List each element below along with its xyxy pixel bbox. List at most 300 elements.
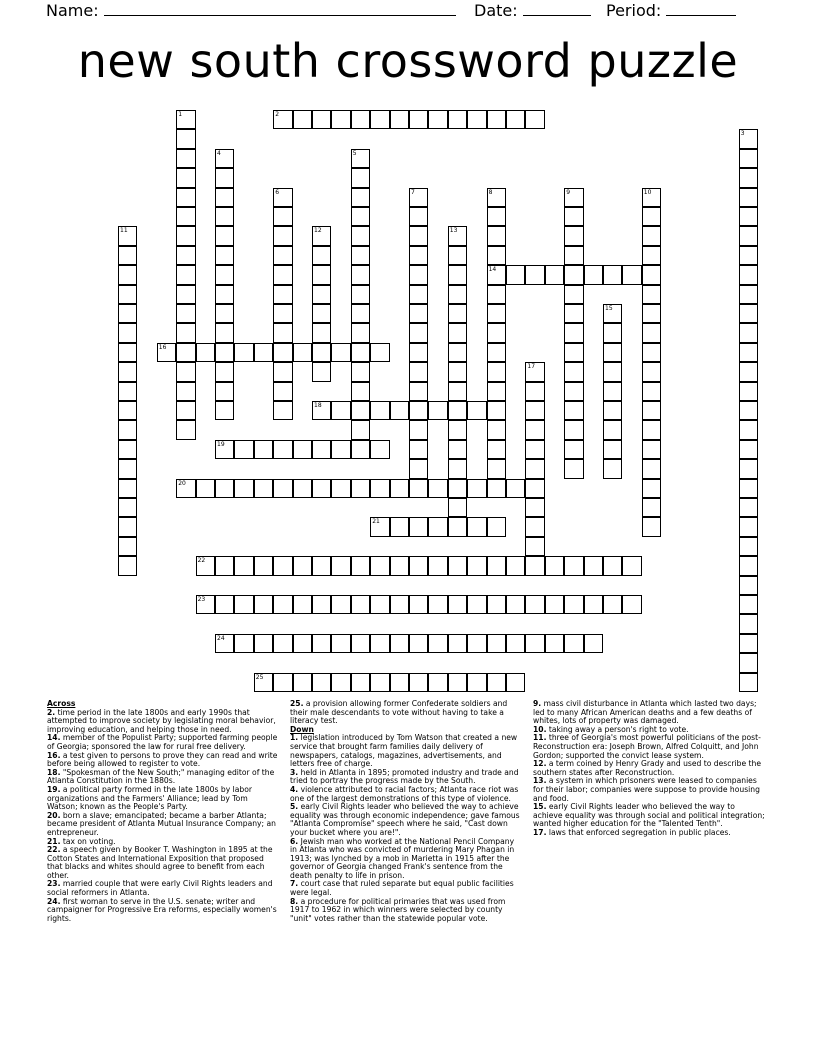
grid-cell[interactable]	[196, 343, 215, 362]
grid-cell[interactable]	[448, 595, 467, 614]
grid-cell[interactable]	[642, 226, 661, 245]
grid-cell[interactable]	[293, 595, 312, 614]
grid-cell[interactable]	[370, 517, 389, 536]
grid-cell[interactable]	[331, 556, 350, 575]
grid-cell[interactable]	[409, 401, 428, 420]
grid-cell[interactable]	[118, 226, 137, 245]
grid-cell[interactable]	[293, 634, 312, 653]
grid-cell[interactable]	[467, 634, 486, 653]
grid-cell[interactable]	[603, 362, 622, 381]
grid-cell[interactable]	[564, 265, 583, 284]
grid-cell[interactable]	[254, 440, 273, 459]
grid-cell[interactable]	[409, 479, 428, 498]
grid-cell[interactable]	[254, 479, 273, 498]
grid-cell[interactable]	[525, 595, 544, 614]
grid-cell[interactable]	[487, 188, 506, 207]
grid-cell[interactable]	[370, 479, 389, 498]
grid-cell[interactable]	[118, 323, 137, 342]
grid-cell[interactable]	[176, 343, 195, 362]
grid-cell[interactable]	[642, 382, 661, 401]
grid-cell[interactable]	[525, 265, 544, 284]
grid-cell[interactable]	[409, 110, 428, 129]
grid-cell[interactable]	[428, 479, 447, 498]
grid-cell[interactable]	[564, 382, 583, 401]
grid-cell[interactable]	[176, 304, 195, 323]
grid-cell[interactable]	[545, 595, 564, 614]
grid-cell[interactable]	[390, 517, 409, 536]
grid-cell[interactable]	[351, 110, 370, 129]
grid-cell[interactable]	[525, 556, 544, 575]
grid-cell[interactable]	[254, 634, 273, 653]
grid-cell[interactable]	[642, 265, 661, 284]
grid-cell[interactable]	[254, 556, 273, 575]
grid-cell[interactable]	[234, 556, 253, 575]
grid-cell[interactable]	[215, 440, 234, 459]
grid-cell[interactable]	[739, 226, 758, 245]
grid-cell[interactable]	[467, 110, 486, 129]
grid-cell[interactable]	[312, 479, 331, 498]
grid-cell[interactable]	[564, 440, 583, 459]
grid-cell[interactable]	[564, 634, 583, 653]
grid-cell[interactable]	[118, 265, 137, 284]
grid-cell[interactable]	[739, 207, 758, 226]
grid-cell[interactable]	[487, 595, 506, 614]
grid-cell[interactable]	[215, 556, 234, 575]
grid-cell[interactable]	[370, 634, 389, 653]
grid-cell[interactable]	[603, 323, 622, 342]
grid-cell[interactable]	[118, 382, 137, 401]
grid-cell[interactable]	[215, 226, 234, 245]
grid-cell[interactable]	[739, 517, 758, 536]
grid-cell[interactable]	[525, 362, 544, 381]
grid-cell[interactable]	[622, 556, 641, 575]
grid-cell[interactable]	[739, 265, 758, 284]
grid-cell[interactable]	[487, 401, 506, 420]
grid-cell[interactable]	[351, 285, 370, 304]
grid-cell[interactable]	[370, 595, 389, 614]
grid-cell[interactable]	[448, 420, 467, 439]
grid-cell[interactable]	[506, 265, 525, 284]
grid-cell[interactable]	[215, 265, 234, 284]
grid-cell[interactable]	[642, 285, 661, 304]
grid-cell[interactable]	[428, 634, 447, 653]
grid-cell[interactable]	[642, 517, 661, 536]
grid-cell[interactable]	[525, 537, 544, 556]
grid-cell[interactable]	[739, 382, 758, 401]
grid-cell[interactable]	[409, 304, 428, 323]
grid-cell[interactable]	[390, 634, 409, 653]
grid-cell[interactable]	[312, 673, 331, 692]
grid-cell[interactable]	[487, 323, 506, 342]
grid-cell[interactable]	[603, 401, 622, 420]
grid-cell[interactable]	[409, 440, 428, 459]
grid-cell[interactable]	[390, 479, 409, 498]
grid-cell[interactable]	[331, 595, 350, 614]
grid-cell[interactable]	[409, 265, 428, 284]
grid-cell[interactable]	[118, 537, 137, 556]
grid-cell[interactable]	[467, 401, 486, 420]
grid-cell[interactable]	[448, 479, 467, 498]
grid-cell[interactable]	[273, 285, 292, 304]
grid-cell[interactable]	[603, 343, 622, 362]
grid-cell[interactable]	[118, 285, 137, 304]
grid-cell[interactable]	[448, 440, 467, 459]
grid-cell[interactable]	[739, 285, 758, 304]
grid-cell[interactable]	[409, 226, 428, 245]
grid-cell[interactable]	[506, 556, 525, 575]
grid-cell[interactable]	[370, 401, 389, 420]
grid-cell[interactable]	[273, 634, 292, 653]
grid-cell[interactable]	[351, 595, 370, 614]
grid-cell[interactable]	[487, 382, 506, 401]
grid-cell[interactable]	[312, 440, 331, 459]
grid-cell[interactable]	[312, 362, 331, 381]
grid-cell[interactable]	[487, 634, 506, 653]
grid-cell[interactable]	[487, 459, 506, 478]
grid-cell[interactable]	[564, 343, 583, 362]
grid-cell[interactable]	[467, 479, 486, 498]
grid-cell[interactable]	[176, 188, 195, 207]
grid-cell[interactable]	[273, 246, 292, 265]
grid-cell[interactable]	[506, 595, 525, 614]
grid-cell[interactable]	[273, 226, 292, 245]
grid-cell[interactable]	[176, 401, 195, 420]
grid-cell[interactable]	[331, 634, 350, 653]
grid-cell[interactable]	[525, 382, 544, 401]
grid-cell[interactable]	[525, 459, 544, 478]
grid-cell[interactable]	[390, 595, 409, 614]
grid-cell[interactable]	[564, 285, 583, 304]
grid-cell[interactable]	[331, 673, 350, 692]
grid-cell[interactable]	[642, 188, 661, 207]
grid-cell[interactable]	[351, 420, 370, 439]
grid-cell[interactable]	[273, 556, 292, 575]
grid-cell[interactable]	[215, 595, 234, 614]
grid-cell[interactable]	[215, 382, 234, 401]
grid-cell[interactable]	[351, 265, 370, 284]
grid-cell[interactable]	[603, 265, 622, 284]
grid-cell[interactable]	[467, 517, 486, 536]
grid-cell[interactable]	[739, 246, 758, 265]
grid-cell[interactable]	[467, 556, 486, 575]
grid-cell[interactable]	[118, 459, 137, 478]
grid-cell[interactable]	[312, 226, 331, 245]
grid-cell[interactable]	[351, 401, 370, 420]
grid-cell[interactable]	[234, 479, 253, 498]
grid-cell[interactable]	[331, 401, 350, 420]
grid-cell[interactable]	[739, 129, 758, 148]
grid-cell[interactable]	[351, 226, 370, 245]
grid-cell[interactable]	[176, 362, 195, 381]
grid-cell[interactable]	[409, 323, 428, 342]
grid-cell[interactable]	[176, 479, 195, 498]
grid-cell[interactable]	[176, 149, 195, 168]
grid-cell[interactable]	[351, 479, 370, 498]
grid-cell[interactable]	[487, 343, 506, 362]
grid-cell[interactable]	[428, 110, 447, 129]
grid-cell[interactable]	[273, 343, 292, 362]
grid-cell[interactable]	[739, 343, 758, 362]
grid-cell[interactable]	[448, 246, 467, 265]
grid-cell[interactable]	[564, 595, 583, 614]
grid-cell[interactable]	[273, 479, 292, 498]
grid-cell[interactable]	[739, 653, 758, 672]
grid-cell[interactable]	[603, 440, 622, 459]
grid-cell[interactable]	[739, 188, 758, 207]
grid-cell[interactable]	[487, 304, 506, 323]
grid-cell[interactable]	[448, 323, 467, 342]
grid-cell[interactable]	[642, 498, 661, 517]
grid-cell[interactable]	[215, 634, 234, 653]
grid-cell[interactable]	[642, 343, 661, 362]
grid-cell[interactable]	[525, 634, 544, 653]
grid-cell[interactable]	[196, 595, 215, 614]
grid-cell[interactable]	[525, 498, 544, 517]
grid-cell[interactable]	[739, 556, 758, 575]
grid-cell[interactable]	[409, 207, 428, 226]
grid-cell[interactable]	[642, 304, 661, 323]
grid-cell[interactable]	[176, 285, 195, 304]
grid-cell[interactable]	[448, 265, 467, 284]
grid-cell[interactable]	[351, 168, 370, 187]
grid-cell[interactable]	[351, 673, 370, 692]
grid-cell[interactable]	[525, 517, 544, 536]
grid-cell[interactable]	[409, 420, 428, 439]
grid-cell[interactable]	[564, 207, 583, 226]
grid-cell[interactable]	[331, 440, 350, 459]
grid-cell[interactable]	[312, 285, 331, 304]
grid-cell[interactable]	[564, 362, 583, 381]
grid-cell[interactable]	[506, 479, 525, 498]
grid-cell[interactable]	[293, 556, 312, 575]
grid-cell[interactable]	[351, 556, 370, 575]
grid-cell[interactable]	[312, 110, 331, 129]
grid-cell[interactable]	[176, 246, 195, 265]
grid-cell[interactable]	[409, 362, 428, 381]
grid-cell[interactable]	[642, 459, 661, 478]
grid-cell[interactable]	[409, 556, 428, 575]
grid-cell[interactable]	[273, 304, 292, 323]
grid-cell[interactable]	[739, 168, 758, 187]
grid-cell[interactable]	[273, 362, 292, 381]
grid-cell[interactable]	[642, 479, 661, 498]
grid-cell[interactable]	[293, 343, 312, 362]
grid-cell[interactable]	[351, 362, 370, 381]
grid-cell[interactable]	[428, 595, 447, 614]
grid-cell[interactable]	[331, 343, 350, 362]
grid-cell[interactable]	[428, 517, 447, 536]
grid-cell[interactable]	[273, 673, 292, 692]
grid-cell[interactable]	[739, 362, 758, 381]
grid-cell[interactable]	[448, 498, 467, 517]
grid-cell[interactable]	[215, 285, 234, 304]
grid-cell[interactable]	[370, 343, 389, 362]
grid-cell[interactable]	[176, 207, 195, 226]
grid-cell[interactable]	[176, 420, 195, 439]
grid-cell[interactable]	[642, 362, 661, 381]
grid-cell[interactable]	[390, 110, 409, 129]
grid-cell[interactable]	[254, 343, 273, 362]
grid-cell[interactable]	[564, 556, 583, 575]
grid-cell[interactable]	[448, 285, 467, 304]
grid-cell[interactable]	[564, 459, 583, 478]
grid-cell[interactable]	[487, 110, 506, 129]
grid-cell[interactable]	[642, 246, 661, 265]
grid-cell[interactable]	[351, 304, 370, 323]
grid-cell[interactable]	[622, 595, 641, 614]
grid-cell[interactable]	[409, 188, 428, 207]
grid-cell[interactable]	[409, 382, 428, 401]
grid-cell[interactable]	[118, 246, 137, 265]
grid-cell[interactable]	[293, 440, 312, 459]
grid-cell[interactable]	[584, 634, 603, 653]
grid-cell[interactable]	[390, 556, 409, 575]
grid-cell[interactable]	[351, 382, 370, 401]
grid-cell[interactable]	[448, 382, 467, 401]
grid-cell[interactable]	[215, 207, 234, 226]
grid-cell[interactable]	[739, 595, 758, 614]
grid-cell[interactable]	[564, 188, 583, 207]
grid-cell[interactable]	[603, 595, 622, 614]
grid-cell[interactable]	[273, 188, 292, 207]
grid-cell[interactable]	[215, 188, 234, 207]
grid-cell[interactable]	[448, 110, 467, 129]
grid-cell[interactable]	[487, 556, 506, 575]
grid-cell[interactable]	[525, 479, 544, 498]
grid-cell[interactable]	[176, 265, 195, 284]
grid-cell[interactable]	[564, 401, 583, 420]
grid-cell[interactable]	[409, 517, 428, 536]
grid-cell[interactable]	[312, 246, 331, 265]
grid-cell[interactable]	[370, 440, 389, 459]
grid-cell[interactable]	[739, 323, 758, 342]
grid-cell[interactable]	[739, 576, 758, 595]
grid-cell[interactable]	[506, 673, 525, 692]
grid-cell[interactable]	[448, 401, 467, 420]
grid-cell[interactable]	[215, 401, 234, 420]
grid-cell[interactable]	[409, 673, 428, 692]
grid-cell[interactable]	[118, 440, 137, 459]
grid-cell[interactable]	[739, 634, 758, 653]
grid-cell[interactable]	[351, 246, 370, 265]
grid-cell[interactable]	[564, 304, 583, 323]
grid-cell[interactable]	[428, 673, 447, 692]
grid-cell[interactable]	[176, 323, 195, 342]
grid-cell[interactable]	[370, 673, 389, 692]
grid-cell[interactable]	[215, 304, 234, 323]
grid-cell[interactable]	[409, 343, 428, 362]
grid-cell[interactable]	[293, 479, 312, 498]
grid-cell[interactable]	[409, 246, 428, 265]
grid-cell[interactable]	[603, 304, 622, 323]
grid-cell[interactable]	[584, 595, 603, 614]
grid-cell[interactable]	[487, 440, 506, 459]
grid-cell[interactable]	[487, 285, 506, 304]
grid-cell[interactable]	[331, 479, 350, 498]
grid-cell[interactable]	[506, 634, 525, 653]
grid-cell[interactable]	[545, 556, 564, 575]
grid-cell[interactable]	[409, 634, 428, 653]
grid-cell[interactable]	[487, 246, 506, 265]
grid-cell[interactable]	[506, 110, 525, 129]
grid-cell[interactable]	[487, 673, 506, 692]
grid-cell[interactable]	[118, 362, 137, 381]
grid-cell[interactable]	[331, 110, 350, 129]
grid-cell[interactable]	[428, 401, 447, 420]
grid-cell[interactable]	[234, 343, 253, 362]
grid-cell[interactable]	[390, 401, 409, 420]
grid-cell[interactable]	[118, 304, 137, 323]
grid-cell[interactable]	[273, 207, 292, 226]
grid-cell[interactable]	[603, 382, 622, 401]
grid-cell[interactable]	[545, 634, 564, 653]
grid-cell[interactable]	[176, 226, 195, 245]
grid-cell[interactable]	[293, 673, 312, 692]
grid-cell[interactable]	[545, 265, 564, 284]
grid-cell[interactable]	[273, 595, 292, 614]
grid-cell[interactable]	[739, 149, 758, 168]
grid-cell[interactable]	[157, 343, 176, 362]
grid-cell[interactable]	[487, 362, 506, 381]
grid-cell[interactable]	[351, 323, 370, 342]
grid-cell[interactable]	[603, 459, 622, 478]
grid-cell[interactable]	[739, 537, 758, 556]
grid-cell[interactable]	[370, 556, 389, 575]
grid-cell[interactable]	[409, 285, 428, 304]
grid-cell[interactable]	[254, 595, 273, 614]
grid-cell[interactable]	[564, 420, 583, 439]
grid-cell[interactable]	[525, 440, 544, 459]
grid-cell[interactable]	[642, 323, 661, 342]
grid-cell[interactable]	[448, 304, 467, 323]
grid-cell[interactable]	[273, 323, 292, 342]
grid-cell[interactable]	[448, 362, 467, 381]
grid-cell[interactable]	[584, 265, 603, 284]
grid-cell[interactable]	[622, 265, 641, 284]
grid-cell[interactable]	[312, 343, 331, 362]
grid-cell[interactable]	[234, 595, 253, 614]
grid-cell[interactable]	[273, 440, 292, 459]
grid-cell[interactable]	[642, 401, 661, 420]
grid-cell[interactable]	[409, 459, 428, 478]
grid-cell[interactable]	[487, 207, 506, 226]
grid-cell[interactable]	[234, 634, 253, 653]
grid-cell[interactable]	[176, 168, 195, 187]
grid-cell[interactable]	[215, 362, 234, 381]
grid-cell[interactable]	[273, 382, 292, 401]
grid-cell[interactable]	[351, 207, 370, 226]
grid-cell[interactable]	[118, 343, 137, 362]
grid-cell[interactable]	[312, 304, 331, 323]
grid-cell[interactable]	[351, 343, 370, 362]
grid-cell[interactable]	[739, 440, 758, 459]
grid-cell[interactable]	[448, 634, 467, 653]
grid-cell[interactable]	[273, 265, 292, 284]
grid-cell[interactable]	[467, 595, 486, 614]
grid-cell[interactable]	[196, 479, 215, 498]
grid-cell[interactable]	[487, 420, 506, 439]
grid-cell[interactable]	[273, 401, 292, 420]
grid-cell[interactable]	[312, 556, 331, 575]
grid-cell[interactable]	[642, 440, 661, 459]
grid-cell[interactable]	[739, 673, 758, 692]
grid-cell[interactable]	[584, 556, 603, 575]
grid-cell[interactable]	[118, 401, 137, 420]
grid-cell[interactable]	[448, 343, 467, 362]
grid-cell[interactable]	[215, 149, 234, 168]
grid-cell[interactable]	[176, 382, 195, 401]
grid-cell[interactable]	[564, 246, 583, 265]
